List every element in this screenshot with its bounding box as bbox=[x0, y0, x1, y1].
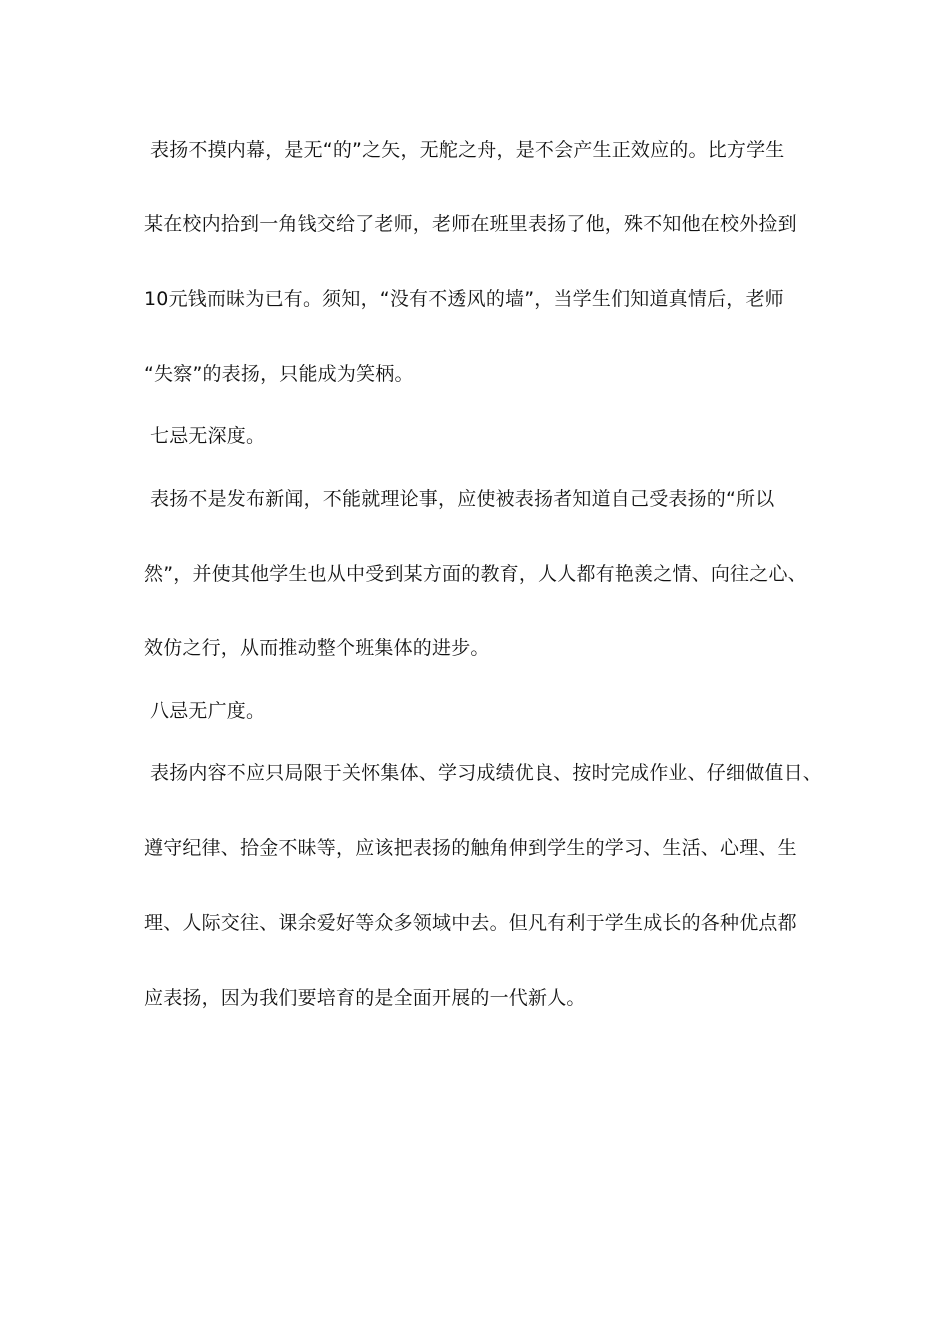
paragraph-line: “失察”的表扬，只能成为笑柄。 bbox=[144, 363, 414, 385]
paragraph-line: 表扬不是发布新闻，不能就理论事，应使被表扬者知道自己受表扬的“所以 bbox=[150, 488, 775, 510]
paragraph-line: 然”，并使其他学生也从中受到某方面的教育，人人都有艳羡之情、向往之心、 bbox=[144, 563, 807, 585]
paragraph-line: 遵守纪律、拾金不昧等，应该把表扬的触角伸到学生的学习、生活、心理、生 bbox=[144, 837, 797, 859]
paragraph-line: 表扬不摸内幕，是无“的”之矢，无舵之舟，是不会产生正效应的。比方学生 bbox=[150, 139, 785, 161]
paragraph-line: 应表扬，因为我们要培育的是全面开展的一代新人。 bbox=[144, 987, 586, 1009]
paragraph-line: 10元钱而昧为已有。须知，“没有不透风的墙”，当学生们知道真情后，老师 bbox=[144, 288, 784, 310]
section-heading: 八忌无广度。 bbox=[150, 700, 266, 722]
paragraph-line: 理、人际交往、课余爱好等众多领域中去。但凡有利于学生成长的各种优点都 bbox=[144, 912, 797, 934]
paragraph-line: 表扬内容不应只局限于关怀集体、学习成绩优良、按时完成作业、仔细做值日、 bbox=[150, 762, 823, 784]
section-heading: 七忌无深度。 bbox=[150, 425, 266, 447]
paragraph-line: 某在校内拾到一角钱交给了老师，老师在班里表扬了他，殊不知他在校外捡到 bbox=[144, 213, 797, 235]
paragraph-line: 效仿之行，从而推动整个班集体的进步。 bbox=[144, 637, 490, 659]
